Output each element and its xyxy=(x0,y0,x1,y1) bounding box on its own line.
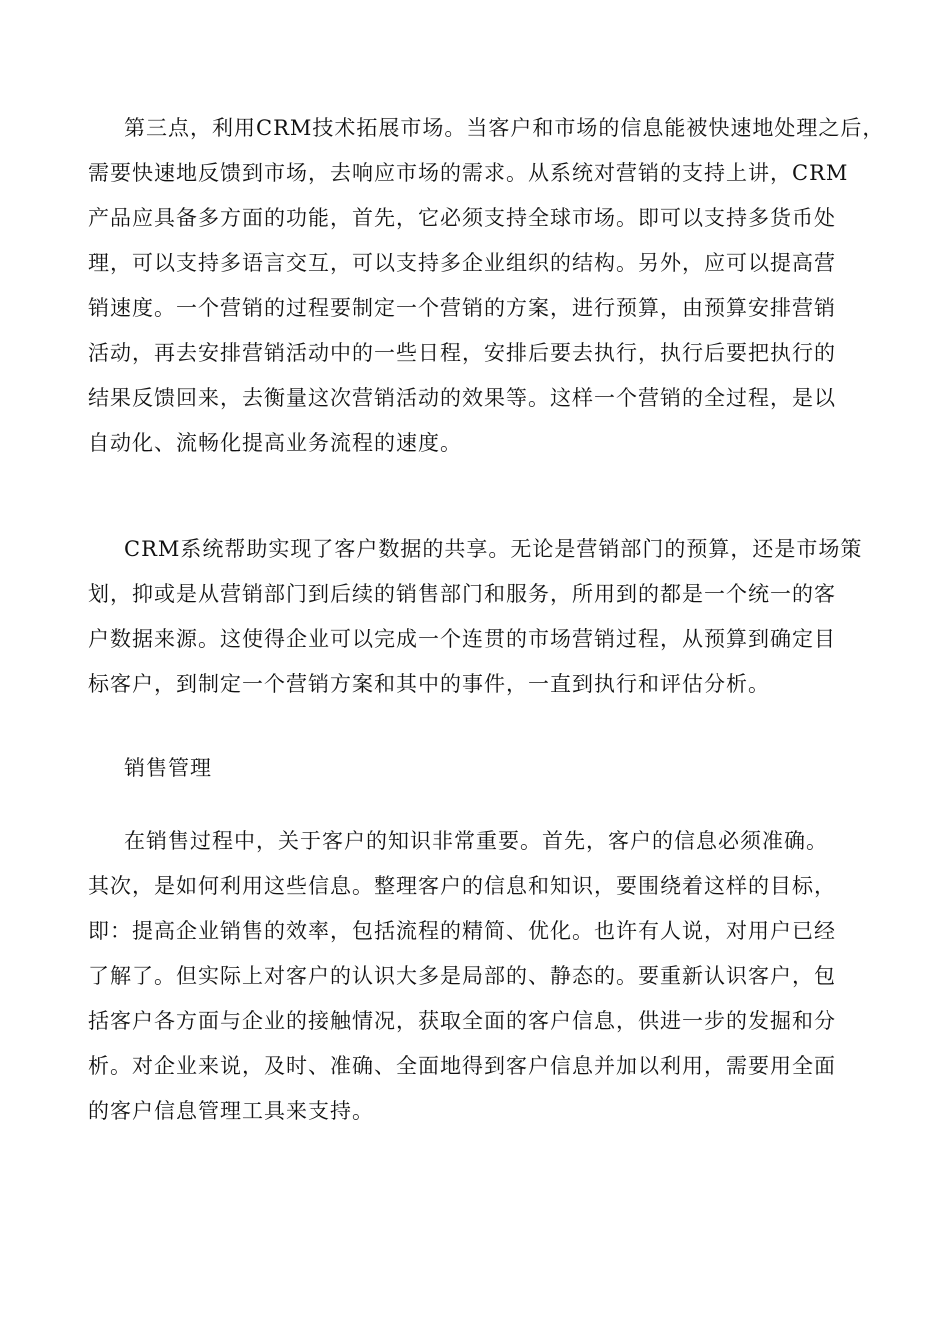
paragraph-line: 理，可以支持多语言交互，可以支持多企业组织的结构。另外，应可以提高营 xyxy=(88,251,836,275)
paragraph-line: 划，抑或是从营销部门到后续的销售部门和服务，所用到的都是一个统一的客 xyxy=(88,582,836,606)
paragraph-line: 户数据来源。这使得企业可以完成一个连贯的市场营销过程，从预算到确定目 xyxy=(88,627,836,651)
paragraph-line: 标客户，到制定一个营销方案和其中的事件，一直到执行和评估分析。 xyxy=(88,672,770,696)
paragraph-sales-process xyxy=(88,819,868,1134)
section-heading: 销售管理 xyxy=(124,756,212,780)
paragraph-line: 了解了。但实际上对客户的认识大多是局部的、静态的。要重新认识客户，包 xyxy=(88,964,836,988)
paragraph-line: 第三点，利用CRM技术拓展市场。当客户和市场的信息能被快速地处理之后， xyxy=(124,116,885,140)
section-heading-sales-management xyxy=(88,746,868,791)
paragraph-line: 销速度。一个营销的过程要制定一个营销的方案，进行预算，由预算安排营销 xyxy=(88,296,836,320)
paragraph-line: 产品应具备多方面的功能，首先，它必须支持全球市场。即可以支持多货币处 xyxy=(88,206,836,230)
paragraph-line: 活动，再去安排营销活动中的一些日程，安排后要去执行，执行后要把执行的 xyxy=(88,341,836,365)
paragraph-line: 析。对企业来说，及时、准确、全面地得到客户信息并加以利用，需要用全面 xyxy=(88,1054,836,1078)
paragraph-line: 需要快速地反馈到市场，去响应市场的需求。从系统对营销的支持上讲，CRM xyxy=(88,161,849,185)
paragraph-line: 在销售过程中，关于客户的知识非常重要。首先，客户的信息必须准确。 xyxy=(124,829,828,853)
paragraph-line: 即：提高企业销售的效率，包括流程的精简、优化。也许有人说，对用户已经 xyxy=(88,919,836,943)
paragraph-line: 其次，是如何利用这些信息。整理客户的信息和知识，要围绕着这样的目标， xyxy=(88,874,836,898)
paragraph-line: CRM系统帮助实现了客户数据的共享。无论是营销部门的预算，还是市场策 xyxy=(124,537,863,561)
paragraph-line: 括客户各方面与企业的接触情况，获取全面的客户信息，供进一步的发掘和分 xyxy=(88,1009,836,1033)
paragraph-crm-market xyxy=(88,106,885,466)
paragraph-data-sharing xyxy=(88,527,868,707)
paragraph-line: 自动化、流畅化提高业务流程的速度。 xyxy=(88,431,462,455)
paragraph-line: 结果反馈回来，去衡量这次营销活动的效果等。这样一个营销的全过程，是以 xyxy=(88,386,836,410)
paragraph-line: 的客户信息管理工具来支持。 xyxy=(88,1099,374,1123)
